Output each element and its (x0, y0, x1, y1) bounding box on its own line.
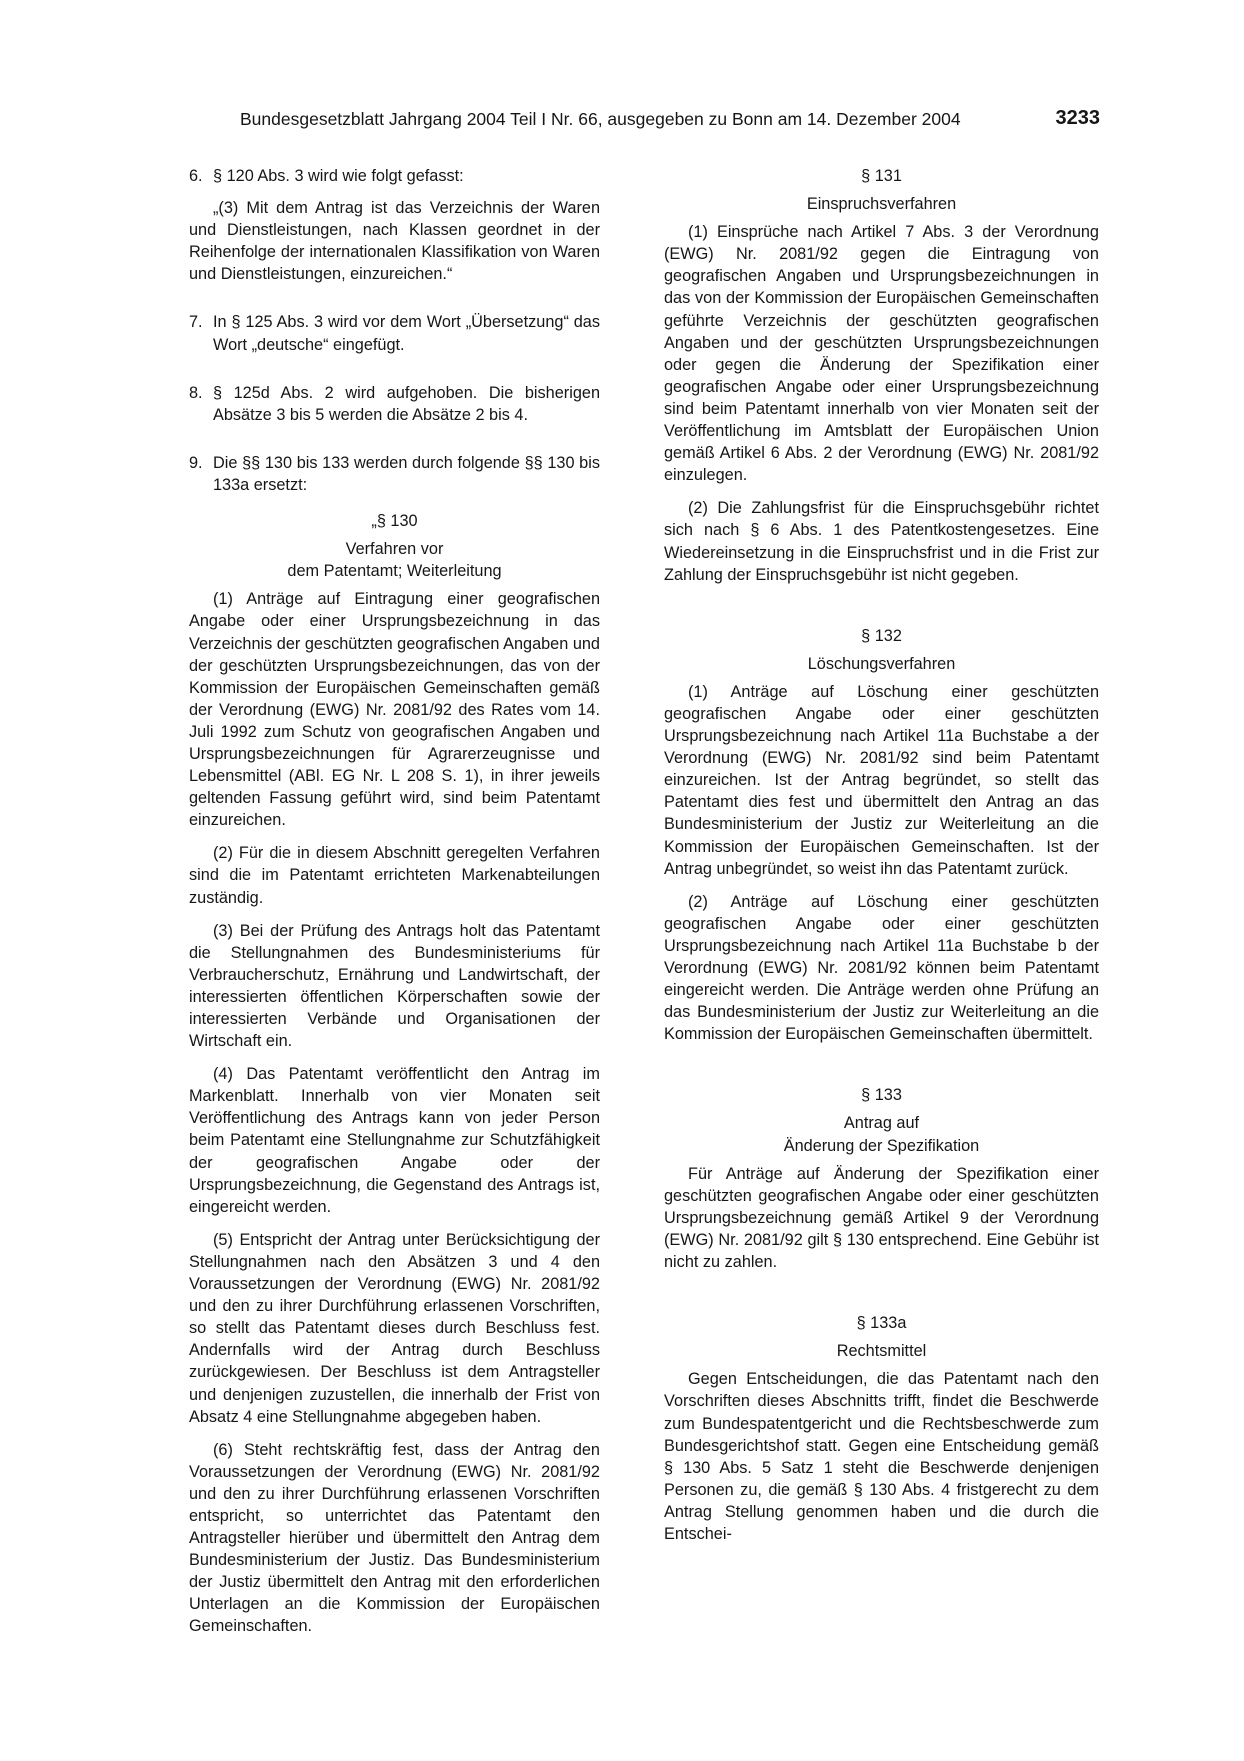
paragraph: (6) Steht rechtskräftig fest, dass der Antrag den Voraussetzungen der Verordnung (EWG) Nr. 2081/92 und den zu ihrer Durchführung erlassenen Vorschriften entspricht, so unterrichtet das Patentamt den Antragsteller hierüber und übermittelt den Antrag dem Bundesministerium der Justiz. Das Bundesministerium der Justiz übermittelt den Antrag mit den erforderlichen Unterlagen an die Kommission der Europäischen Gemeinschaften. (189, 1440, 600, 1636)
paragraph: (2) Die Zahlungsfrist für die Einspruchsgebühr richtet sich nach § 6 Abs. 1 des Patentkostengesetzes. Eine Wiedereinsetzung in die Einspruchsfrist und in die Frist zur Zahlung der Einspruchsgebühr ist nicht gegeben. (664, 499, 1099, 584)
section-heading: § 132 (861, 626, 902, 645)
item-number: 8. (189, 383, 203, 402)
item-text: § 120 Abs. 3 wird wie folgt gefasst: (213, 167, 464, 185)
section-title: Rechtsmittel (836, 1342, 927, 1361)
section-heading: § 133a (856, 1314, 907, 1333)
paragraph: (4) Das Patentamt veröffentlicht den Antrag im Markenblatt. Innerhalb von vier Monaten seit Veröffentlichung des Antrags kann von jeder Person beim Patentamt eine Stellungnahme zur Schutzfähigkeit der geografischen Angabe oder der Ursprungsbezeichnung, die Gegenstand des Antrags ist, eingereicht werden. (189, 1065, 600, 1216)
paragraph: (3) Bei der Prüfung des Antrags holt das Patentamt die Stellungnahmen des Bundesministeriums für Verbraucherschutz, Ernährung und Landwirtschaft, der interessierten öffentlichen Körperschaften sowie der interessierten Verbände und Organisationen der Wirtschaft ein. (189, 921, 600, 1051)
page-header (240, 109, 1100, 139)
paragraph: (2) Anträge auf Löschung einer geschützten geografischen Angabe oder einer geschützten Ursprungsbezeichnung nach Artikel 11a Buchstabe b der Verordnung (EWG) Nr. 2081/92 können beim Patentamt eingereicht werden. Die Anträge werden ohne Prüfung an das Bundesministerium der Justiz zur Weiterleitung an die Kommission der Europäischen Gemeinschaften übermittelt. (664, 892, 1099, 1044)
paragraph: Für Anträge auf Änderung der Spezifikation einer geschützten geografischen Angabe oder einer geschützten Ursprungsbezeichnung gemäß Artikel 9 der Verordnung (EWG) Nr. 2081/92 gilt § 130 entsprechend. Eine Gebühr ist nicht zu zahlen. (664, 1164, 1099, 1272)
section-132 (664, 625, 1099, 1046)
paragraph: (1) Anträge auf Löschung einer geschützten geografischen Angabe oder einer geschützten Ursprungsbezeichnung nach Artikel 11a Buchstabe a der Verordnung (EWG) Nr. 2081/92 sind beim Patentamt einzureichen. Ist der Antrag begründet, so stellt das Patentamt dies fest und übermittelt den Antrag an das Bundesministerium der Justiz zur Weiterleitung an die Kommission der Europäischen Gemeinschaften. Ist der Antrag unbegründet, so weist ihn das Patentamt zurück. (664, 682, 1099, 878)
list-item-9 (165, 452, 600, 1638)
section-title-line: Änderung der Spezifikation (783, 1136, 980, 1155)
item-number: 6. (189, 167, 203, 185)
item-number: 7. (189, 313, 203, 332)
section-131 (664, 165, 1099, 586)
page-number: 3233 (1055, 107, 1100, 129)
section-heading: „§ 130 (371, 512, 418, 531)
item-text: In § 125 Abs. 3 wird vor dem Wort „Übersetzung“ das Wort „deutsche“ eingefügt. (213, 313, 600, 354)
left-column (165, 165, 600, 1649)
paragraph: (1) Einsprüche nach Artikel 7 Abs. 3 der Verordnung (EWG) Nr. 2081/92 gegen die Eintragung von geografischen Angaben und Ursprungsbezeichnungen in das von der Kommission der Europäischen Gemeinschaften geführte Verzeichnis der geschützten geografischen Angaben und der geschützten Ursprungsbezeichnungen oder gegen die Änderung der Spezifikation einer geografischen Angabe oder einer Ursprungsbezeichnung sind beim Patentamt innerhalb von vier Monaten seit der Veröffentlichung im Amtsblatt der Europäischen Union gemäß Artikel 6 Abs. 2 der Verordnung (EWG) Nr. 2081/92 einzulegen. (664, 223, 1099, 485)
section-title (664, 1112, 1099, 1156)
section-title-line: Verfahren vor (345, 540, 444, 559)
item-number: 9. (189, 453, 203, 472)
right-column (664, 165, 1099, 1556)
quoted-text: „(3) Mit dem Antrag ist das Verzeichnis der Waren und Dienstleistungen, nach Klassen geordnet in der Reihenfolge der internationalen Klassifikation von Waren und Dienstleistungen, einzureichen.“ (189, 199, 600, 284)
paragraph: Gegen Entscheidungen, die das Patentamt nach den Vorschriften dieses Abschnitts trifft, findet die Beschwerde zum Bundespatentgericht und die Rechtsbeschwerde zum Bundesgerichtshof statt. Gegen eine Entscheidung gemäß § 130 Abs. 5 Satz 1 steht die Beschwerde denjenigen Personen zu, die gemäß § 130 Abs. 4 fristgerecht zu dem Antrag Stellung genommen haben und die durch die Entschei- (664, 1370, 1099, 1543)
paragraph: (1) Anträge auf Eintragung einer geografischen Angabe oder einer Ursprungsbezeichnung in das Verzeichnis der geschützten geografischen Angaben und der geschützten Ursprungsbezeichnungen, das von der Kommission der Europäischen Gemeinschaften gemäß der Verordnung (EWG) Nr. 2081/92 des Rates vom 14. Juli 1992 zum Schutz von geografischen Angaben und Ursprungsbezeichnungen für Agrarerzeugnisse und Lebensmittel (ABl. EG Nr. L 208 S. 1), in ihrer jeweils geltenden Fassung geführt wird, sind beim Patentamt einzureichen. (189, 590, 600, 830)
item-text: § 125d Abs. 2 wird aufgehoben. Die bisherigen Absätze 3 bis 5 werden die Absätze 2 bis 4. (213, 383, 600, 424)
section-title: Einspruchsverfahren (806, 195, 957, 214)
header-title: Bundesgesetzblatt Jahrgang 2004 Teil I Nr. 66, ausgegeben zu Bonn am 14. Dezember 2004 (240, 109, 961, 129)
section-130 (189, 510, 600, 1638)
section-title: Löschungsverfahren (807, 654, 956, 673)
section-title (189, 538, 600, 582)
paragraph: (2) Für die in diesem Abschnitt geregelten Verfahren sind die im Patentamt errichteten Markenabteilungen zuständig. (189, 844, 600, 907)
section-heading: § 131 (861, 167, 902, 185)
section-title-line: Antrag auf (843, 1114, 920, 1133)
list-item-6 (165, 165, 600, 285)
section-heading: § 133 (861, 1086, 902, 1105)
section-title-line: dem Patentamt; Weiterleitung (287, 562, 502, 581)
list-item-7 (165, 311, 600, 355)
paragraph: (5) Entspricht der Antrag unter Berücksichtigung der Stellungnahmen nach den Absätzen 3 und 4 den Voraussetzungen der Verordnung (EWG) Nr. 2081/92 und den zu ihrer Durchführung erlassenen Vorschriften, so stellt das Patentamt dieses durch Beschluss fest. Andernfalls wird der Antrag durch Beschluss zurückgewiesen. Der Beschluss ist dem Antragsteller und denjenigen zuzustellen, die innerhalb der Frist von Absatz 4 eine Stellungnahme abgegeben haben. (189, 1230, 600, 1426)
item-text: Die §§ 130 bis 133 werden durch folgende §§ 130 bis 133a ersetzt: (213, 453, 600, 494)
section-133 (664, 1084, 1099, 1273)
section-133a (664, 1312, 1099, 1545)
list-item-8 (165, 382, 600, 426)
